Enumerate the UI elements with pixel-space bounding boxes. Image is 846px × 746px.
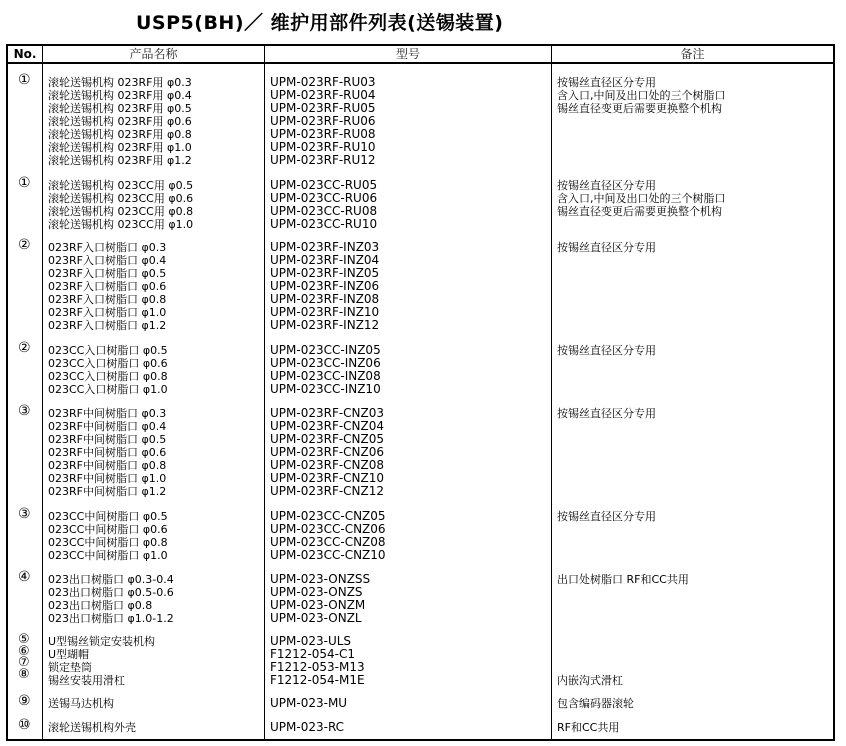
product-name: 滚轮送锡机构 023CC用 φ0.6 (48, 192, 194, 205)
model-number: F1212-054-C1 (270, 647, 356, 661)
model-number: UPM-023CC-INZ06 (270, 356, 381, 370)
note-text-column (557, 510, 656, 523)
note-text: 出口处树脂口 RF和CC共用 (557, 573, 689, 586)
note-text-column (557, 344, 656, 357)
product-name: 滚轮送锡机构 023RF用 φ0.8 (48, 128, 192, 141)
product-name: 滚轮送锡机构外壳 (48, 721, 136, 734)
table-header (8, 46, 833, 64)
note-text-column (557, 241, 656, 254)
model-number: UPM-023CC-INZ08 (270, 369, 381, 383)
model-number: UPM-023RF-INZ03 (270, 240, 380, 254)
product-name: 023出口树脂口 φ1.0-1.2 (48, 612, 174, 625)
item-number: ④ (18, 569, 31, 585)
product-name: 023RF中间树脂口 φ0.3 (48, 407, 167, 420)
model-number-column (270, 179, 377, 231)
product-name-column (48, 407, 166, 498)
product-name: 023RF中间树脂口 φ0.6 (48, 446, 167, 459)
model-number: UPM-023RF-INZ08 (270, 292, 380, 306)
model-number-column (270, 635, 365, 687)
model-number: UPM-023CC-CNZ10 (270, 548, 386, 562)
model-number: UPM-023-ONZS (270, 585, 363, 599)
product-name: 滚轮送锡机构 023RF用 φ0.3 (48, 76, 192, 89)
note-text-column (557, 635, 623, 687)
model-number-column (270, 241, 379, 332)
product-name: 023CC中间树脂口 φ0.6 (48, 523, 168, 536)
item-number: ⑨ (18, 693, 31, 709)
product-name: U型锡丝锁定安装机构 (48, 635, 156, 648)
note-text: 内嵌沟式滑杠 (557, 674, 623, 687)
parts-table (6, 44, 835, 741)
product-name: 滚轮送锡机构 023CC用 φ0.5 (48, 179, 194, 192)
header-note: 备注 (680, 47, 705, 61)
note-text-column (557, 407, 656, 420)
model-number: UPM-023RF-CNZ08 (270, 458, 385, 472)
model-number: UPM-023RF-RU03 (270, 75, 376, 89)
item-numbers (18, 634, 30, 680)
note-text-column (557, 179, 726, 218)
product-name: 023RF入口树脂口 φ0.3 (48, 241, 167, 254)
model-number: F1212-053-M13 (270, 660, 365, 674)
model-number: UPM-023-ONZSS (270, 572, 371, 586)
product-name: 023RF入口树脂口 φ0.5 (48, 267, 167, 280)
product-name: 滚轮送锡机构 023RF用 φ0.5 (48, 102, 192, 115)
model-number: UPM-023RF-RU04 (270, 88, 376, 102)
product-name: 023出口树脂口 φ0.5-0.6 (48, 586, 174, 599)
product-name: 023CC中间树脂口 φ0.5 (48, 510, 168, 523)
item-number: ⑤ (18, 632, 30, 647)
note-text-column (557, 76, 726, 115)
model-number: UPM-023CC-CNZ06 (270, 522, 386, 536)
product-name: 滚轮送锡机构 023CC用 φ1.0 (48, 218, 194, 231)
product-name: 023RF中间树脂口 φ1.0 (48, 472, 167, 485)
header-product-name: 产品名称 (129, 47, 178, 61)
product-name: 023RF入口树脂口 φ1.2 (48, 319, 167, 332)
product-name-column (48, 510, 168, 562)
note-text: 锡丝直径变更后需要更换整个机构 (557, 205, 722, 218)
item-number: ⑧ (18, 666, 30, 682)
product-name-column (48, 179, 193, 231)
item-number: ① (18, 72, 31, 88)
model-number: UPM-023RF-CNZ03 (270, 406, 385, 420)
header-no: No. (13, 47, 37, 61)
product-name: 023RF入口树脂口 φ0.4 (48, 254, 167, 267)
model-number-column (270, 344, 381, 396)
model-number: UPM-023RF-INZ12 (270, 318, 380, 332)
model-number: UPM-023RF-CNZ12 (270, 484, 385, 498)
note-text: 按锡丝直径区分专用 (557, 510, 656, 523)
model-number: UPM-023CC-RU05 (270, 178, 378, 192)
product-name-column (48, 635, 155, 687)
model-number-column (270, 697, 347, 710)
model-number: UPM-023RF-RU12 (270, 153, 376, 167)
document-title: USP5(BH)／ 维护用部件列表(送锡装置) (136, 12, 504, 34)
model-number-column (270, 721, 344, 734)
product-name: 滚轮送锡机构 023CC用 φ0.8 (48, 205, 194, 218)
model-number: UPM-023RF-CNZ05 (270, 432, 385, 446)
note-text: 按锡丝直径区分专用 (557, 179, 656, 192)
note-text (557, 648, 623, 661)
product-name: 023RF入口树脂口 φ1.0 (48, 306, 167, 319)
note-text: 按锡丝直径区分专用 (557, 241, 656, 254)
product-name: 023RF中间树脂口 φ0.8 (48, 459, 167, 472)
column-divider (264, 46, 265, 739)
model-number: UPM-023CC-RU08 (270, 204, 378, 218)
model-number: UPM-023RF-RU06 (270, 114, 376, 128)
product-name: 023RF中间树脂口 φ0.5 (48, 433, 167, 446)
model-number: UPM-023-ONZL (270, 611, 362, 625)
model-number: UPM-023RF-RU05 (270, 101, 376, 115)
model-number: UPM-023CC-CNZ08 (270, 535, 386, 549)
model-number-column (270, 407, 384, 498)
product-name-column (48, 721, 136, 734)
note-text: RF和CC共用 (557, 721, 620, 734)
item-number: ③ (18, 403, 31, 419)
note-text: 含入口,中间及出口处的三个树脂口 (557, 192, 726, 205)
product-name: 023出口树脂口 φ0.8 (48, 599, 153, 612)
product-name: 023CC入口树脂口 φ0.6 (48, 357, 168, 370)
item-number: ⑩ (18, 717, 31, 733)
model-number: UPM-023CC-INZ05 (270, 343, 381, 357)
product-name-column (48, 76, 192, 167)
product-name: 送锡马达机构 (48, 697, 114, 710)
model-number: UPM-023RF-CNZ10 (270, 471, 385, 485)
product-name: 023RF入口树脂口 φ0.6 (48, 280, 167, 293)
note-text-column (557, 697, 634, 710)
model-number: F1212-054-M1E (270, 673, 365, 687)
note-text (557, 661, 623, 674)
product-name: 滚轮送锡机构 023RF用 φ1.0 (48, 141, 192, 154)
model-number: UPM-023RF-CNZ06 (270, 445, 385, 459)
note-text (557, 635, 623, 648)
model-number: UPM-023-ONZM (270, 598, 366, 612)
product-name: 锁定垫筒 (48, 661, 92, 674)
item-number: ③ (18, 506, 31, 522)
model-number: UPM-023-MU (270, 696, 348, 710)
model-number: UPM-023CC-RU06 (270, 191, 378, 205)
item-number: ⑥ (18, 643, 30, 659)
model-number-column (270, 510, 386, 562)
model-number: UPM-023RF-INZ10 (270, 305, 380, 319)
product-name: 023CC中间树脂口 φ0.8 (48, 536, 168, 549)
model-number: UPM-023CC-CNZ05 (270, 509, 386, 523)
model-number: UPM-023CC-INZ10 (270, 382, 381, 396)
product-name: 023RF中间树脂口 φ0.4 (48, 420, 167, 433)
model-number: UPM-023RF-INZ04 (270, 253, 380, 267)
item-number: ⑦ (18, 655, 30, 670)
product-name-column (48, 344, 168, 396)
model-number: UPM-023-RC (270, 720, 345, 734)
item-number: ① (18, 175, 31, 191)
item-number: ② (18, 237, 31, 253)
note-text: 包含编码器滚轮 (557, 697, 634, 710)
column-divider (551, 46, 552, 739)
model-number: UPM-023RF-CNZ04 (270, 419, 385, 433)
model-number-column (270, 573, 370, 625)
note-text: 按锡丝直径区分专用 (557, 76, 656, 89)
product-name: 023CC入口树脂口 φ0.8 (48, 370, 168, 383)
product-name: 滚轮送锡机构 023RF用 φ0.6 (48, 115, 192, 128)
model-number: UPM-023RF-RU10 (270, 140, 376, 154)
model-number: UPM-023RF-INZ06 (270, 279, 380, 293)
product-name: 023CC中间树脂口 φ1.0 (48, 549, 168, 562)
product-name: 023CC入口树脂口 φ0.5 (48, 344, 168, 357)
note-text: 按锡丝直径区分专用 (557, 344, 656, 357)
product-name: U型瑚帽 (48, 648, 90, 661)
note-text-column (557, 721, 619, 734)
product-name-column (48, 573, 174, 625)
product-name-column (48, 241, 166, 332)
note-text: 含入口,中间及出口处的三个树脂口 (557, 89, 726, 102)
note-text-column (557, 573, 689, 586)
product-name: 023CC入口树脂口 φ1.0 (48, 383, 168, 396)
header-model: 型号 (395, 47, 420, 61)
note-text: 按锡丝直径区分专用 (557, 407, 656, 420)
model-number: UPM-023RF-INZ05 (270, 266, 380, 280)
product-name: 滚轮送锡机构 023RF用 φ1.2 (48, 154, 192, 167)
column-divider (42, 46, 43, 739)
model-number: UPM-023RF-RU08 (270, 127, 376, 141)
item-number: ② (18, 340, 31, 356)
product-name-column (48, 697, 114, 710)
model-number: UPM-023-ULS (270, 634, 352, 648)
model-number: UPM-023CC-RU10 (270, 217, 378, 231)
product-name: 023RF入口树脂口 φ0.8 (48, 293, 167, 306)
product-name: 023RF中间树脂口 φ1.2 (48, 485, 167, 498)
product-name: 滚轮送锡机构 023RF用 φ0.4 (48, 89, 192, 102)
product-name: 023出口树脂口 φ0.3-0.4 (48, 573, 174, 586)
model-number-column (270, 76, 376, 167)
note-text: 锡丝直径变更后需要更换整个机构 (557, 102, 722, 115)
product-name: 锡丝安装用滑杠 (48, 674, 125, 687)
